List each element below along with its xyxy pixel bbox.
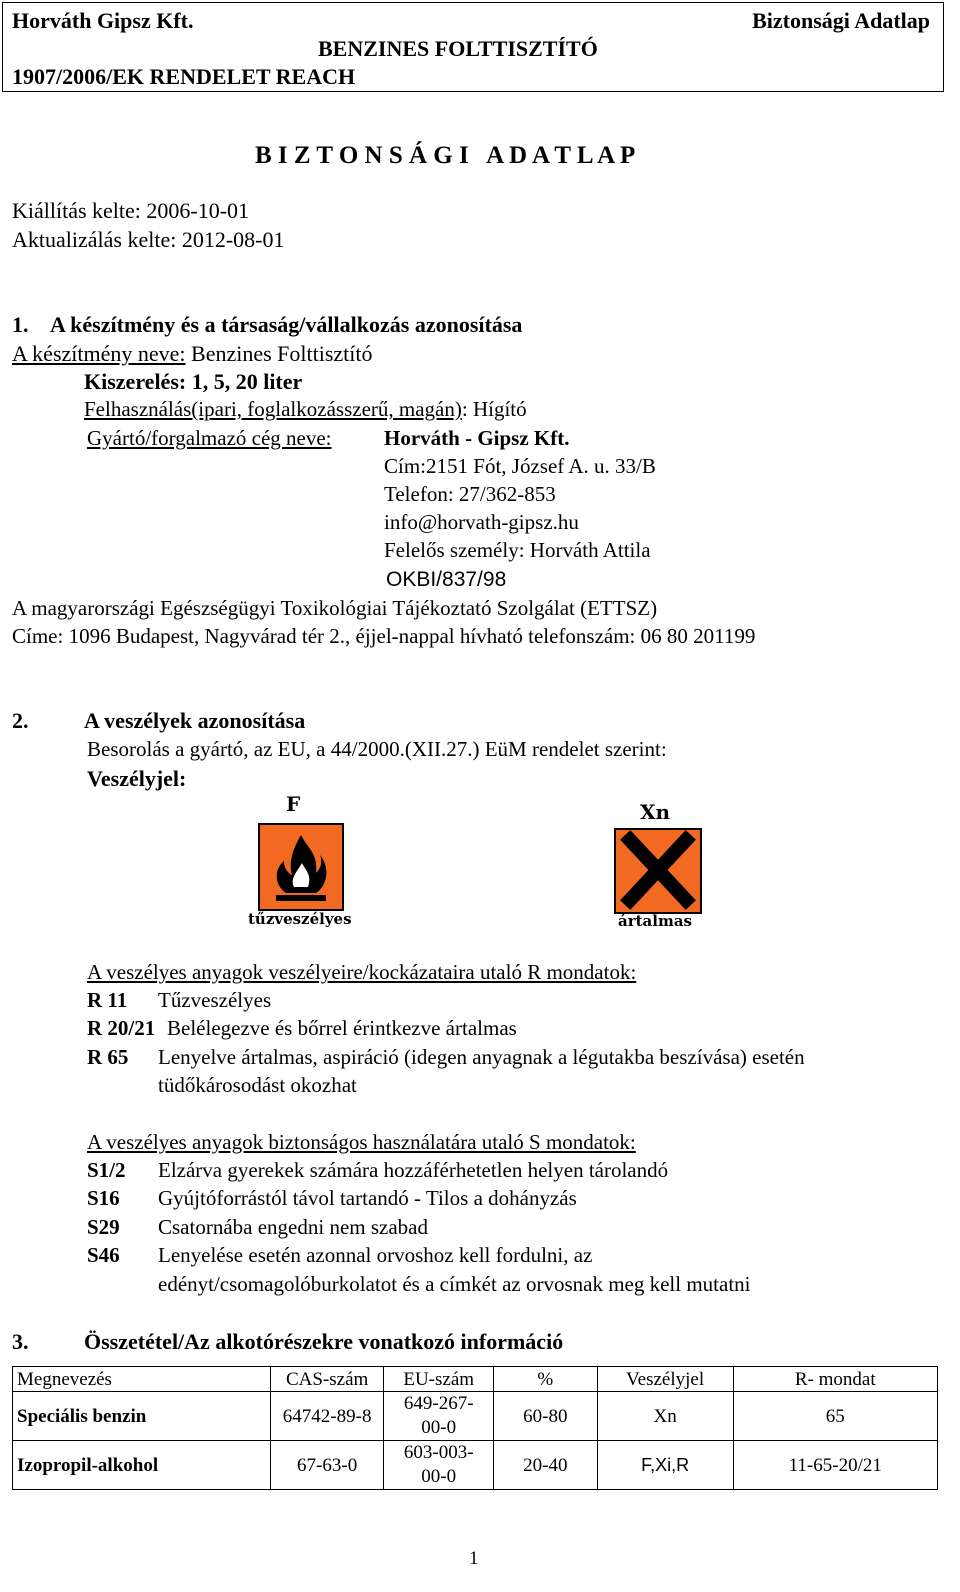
s-phrase-code: S46 — [87, 1243, 120, 1267]
col-header-r-phrase: R- mondat — [733, 1367, 937, 1392]
cell-eu-line1: 603-003- — [403, 1442, 474, 1463]
table-row — [13, 1392, 938, 1441]
cross-icon — [614, 828, 702, 914]
pictogram-code: F — [286, 792, 301, 816]
manufacturer-name: Horváth - Gipsz Kft. — [384, 426, 570, 450]
header-product: BENZINES FOLTTISZTÍTÓ — [318, 36, 598, 61]
r-phrase-text: Lenyelve ártalmas, aspiráció (idegen anyagnak a légutakba beszívása) esetén — [158, 1045, 805, 1069]
cell-percent: 60-80 — [493, 1392, 597, 1441]
r-phrase-code: R 11 — [87, 988, 128, 1012]
classification: Besorolás a gyártó, az EU, a 44/2000.(XII.27.) EüM rendelet szerint: — [87, 737, 667, 761]
update-date: Aktualizálás kelte: 2012-08-01 — [12, 227, 285, 252]
product-name-label: A készítmény neve: — [12, 341, 186, 366]
pictogram-harmful — [604, 796, 708, 936]
flame-icon — [258, 823, 344, 911]
product-name-line — [12, 341, 373, 367]
okbi-number: OKBI/837/98 — [386, 568, 507, 591]
r-phrase-text: Belélegezve és bőrrel érintkezve ártalmas — [167, 1016, 517, 1040]
cell-r-phrase: 11-65-20/21 — [733, 1441, 937, 1490]
usage-value: : Hígító — [461, 397, 527, 421]
header-company: Horváth Gipsz Kft. — [12, 8, 194, 33]
cell-eu-line2: 00-0 — [421, 1417, 457, 1438]
s-phrase-code: S29 — [87, 1215, 120, 1239]
cell-eu — [384, 1392, 494, 1441]
manufacturer-label: Gyártó/forgalmazó cég neve: — [87, 426, 332, 450]
s-phrase-text: Lenyelése esetén azonnal orvoshoz kell fordulni, az — [158, 1243, 593, 1267]
document-title: B I Z T O N S Á G I A D A T L A P — [255, 142, 636, 169]
usage-label: Felhasználás(ipari, foglalkozásszerű, magán) — [84, 397, 462, 421]
s-phrase-text: Elzárva gyerekek számára hozzáférhetetlen helyen tárolandó — [158, 1158, 669, 1182]
section2-number: 2. — [12, 708, 29, 733]
s-phrases-heading: A veszélyes anyagok biztonságos használatára utaló S mondatok: — [87, 1130, 636, 1154]
table-header-row — [13, 1367, 938, 1392]
packaging: Kiszerelés: 1, 5, 20 liter — [84, 369, 303, 394]
ettsz-name: A magyarországi Egészségügyi Toxikológiai Tájékoztató Szolgálat (ETTSZ) — [12, 596, 658, 620]
ettsz-address: Címe: 1096 Budapest, Nagyvárad tér 2., éjjel-nappal hívható telefonszám: 06 80 201199 — [12, 624, 756, 648]
table-row — [13, 1441, 938, 1490]
s-phrase-code: S16 — [87, 1186, 120, 1210]
r-phrases-heading: A veszélyes anyagok veszélyeire/kockázataira utaló R mondatok: — [87, 960, 637, 984]
col-header-cas: CAS-szám — [270, 1367, 384, 1392]
pictogram-code: Xn — [640, 800, 671, 824]
pictogram-caption: tűzveszélyes — [248, 910, 352, 928]
cell-cas: 64742-89-8 — [270, 1392, 384, 1441]
composition-table — [12, 1366, 938, 1490]
col-header-percent: % — [493, 1367, 597, 1392]
r-phrase-code: R 65 — [87, 1045, 129, 1069]
manufacturer-line — [87, 426, 332, 451]
cell-eu-line2: 00-0 — [421, 1466, 457, 1487]
header-doc-type: Biztonsági Adatlap — [752, 8, 930, 33]
cell-eu-line1: 649-267- — [403, 1393, 474, 1414]
col-header-name: Megnevezés — [13, 1367, 271, 1392]
cell-r-phrase: 65 — [733, 1392, 937, 1441]
cell-name: Speciális benzin — [13, 1392, 271, 1441]
s-phrase-text: Gyújtóforrástól távol tartandó - Tilos a dohányzás — [158, 1186, 577, 1210]
pictogram-flammable — [240, 790, 356, 935]
page-number: 1 — [469, 1548, 479, 1569]
col-header-symbol: Veszélyjel — [597, 1367, 733, 1392]
cell-name: Izopropil-alkohol — [13, 1441, 271, 1490]
pictogram-caption: ártalmas — [618, 912, 693, 930]
cell-eu — [384, 1441, 494, 1490]
product-name-value: Benzines Folttisztító — [185, 341, 373, 366]
r-phrase-code: R 20/21 — [87, 1016, 156, 1040]
r-phrase-text: Tűzveszélyes — [158, 988, 272, 1012]
responsible-person: Felelős személy: Horváth Attila — [384, 538, 651, 562]
s-phrase-text: Csatornába engedni nem szabad — [158, 1215, 428, 1239]
hazard-symbol-label: Veszélyjel: — [87, 766, 187, 791]
issue-date: Kiállítás kelte: 2006-10-01 — [12, 198, 250, 223]
s-phrase-code: S1/2 — [87, 1158, 126, 1182]
flame-base — [276, 895, 326, 901]
section1-number: 1. — [12, 312, 29, 337]
usage-line — [84, 397, 527, 422]
cell-symbol: F,Xi,R — [597, 1441, 733, 1490]
r-phrase-text-cont: tüdőkárosodást okozhat — [158, 1073, 357, 1097]
cell-symbol: Xn — [597, 1392, 733, 1441]
cell-percent: 20-40 — [493, 1441, 597, 1490]
section2-heading: A veszélyek azonosítása — [84, 708, 306, 733]
cell-cas: 67-63-0 — [270, 1441, 384, 1490]
section3-heading: Összetétel/Az alkotórészekre vonatkozó információ — [84, 1329, 564, 1354]
header-regulation: 1907/2006/EK RENDELET REACH — [12, 64, 356, 89]
col-header-eu: EU-szám — [384, 1367, 494, 1392]
section1-heading: A készítmény és a társaság/vállalkozás azonosítása — [50, 312, 523, 337]
address: Cím:2151 Fót, József A. u. 33/B — [384, 454, 656, 478]
s-phrase-text-cont: edényt/csomagolóburkolatot és a címkét az orvosnak meg kell mutatni — [158, 1272, 751, 1296]
phone: Telefon: 27/362-853 — [384, 482, 556, 506]
section3-number: 3. — [12, 1329, 29, 1354]
email: info@horvath-gipsz.hu — [384, 510, 579, 534]
